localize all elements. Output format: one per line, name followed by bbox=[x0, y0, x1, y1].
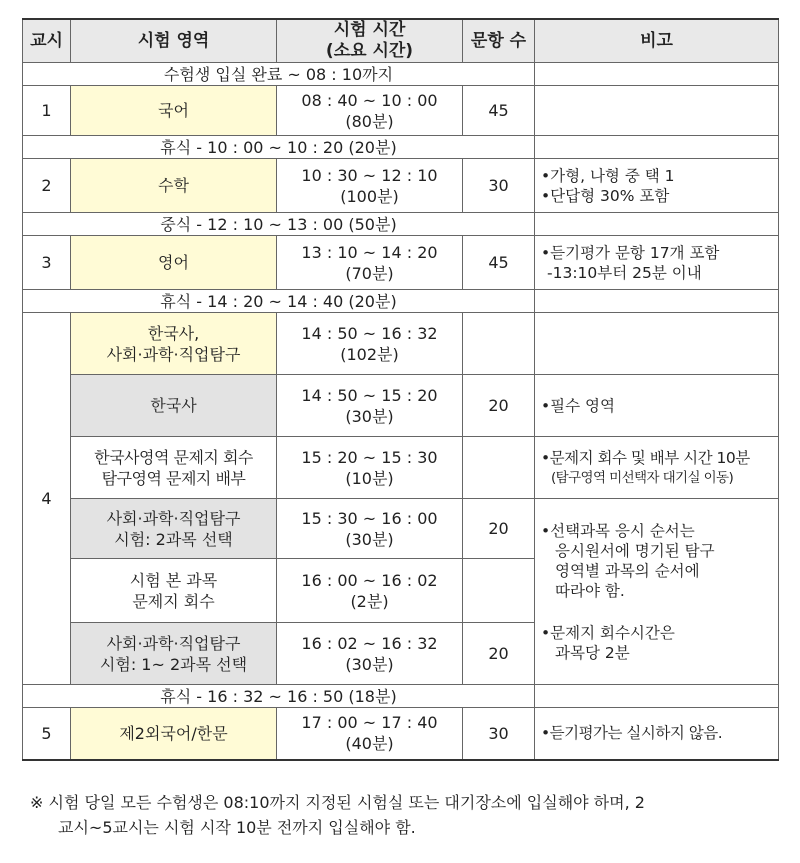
table-row-math bbox=[23, 159, 779, 213]
area-collect2-line2: 문제지 회수 bbox=[132, 591, 215, 611]
break-row-entry bbox=[23, 63, 779, 86]
area-collect2 bbox=[71, 559, 277, 623]
time-inquiry1-range: 15 : 30 ~ 16 : 00 bbox=[301, 508, 438, 528]
break-row-rest1 bbox=[23, 136, 779, 159]
note-english-line2: -13:10부터 25분 이내 bbox=[547, 263, 702, 282]
area-history: 한국사 bbox=[71, 375, 277, 437]
time-korean-range: 08 : 40 ~ 10 : 00 bbox=[301, 90, 438, 110]
count-korean: 45 bbox=[463, 86, 535, 136]
time-history bbox=[277, 375, 463, 437]
area-math: 수학 bbox=[71, 159, 277, 213]
note-inquiry-line2: 응시원서에 명기된 탐구 bbox=[555, 541, 715, 560]
note-english-line1: •듣기평가 문항 17개 포함 bbox=[541, 243, 720, 262]
break-rest2-blank bbox=[535, 290, 779, 313]
note-collect-line1: •문제지 회수 및 배부 시간 10분 bbox=[541, 448, 750, 467]
area-history-inquiry-line2: 사회·과학·직업탐구 bbox=[106, 344, 241, 364]
break-row-rest3 bbox=[23, 685, 779, 708]
break-rest3-blank bbox=[535, 685, 779, 708]
footnote-line2: 교시~5교시는 시험 시작 10분 전까지 입실해야 함. bbox=[58, 818, 416, 837]
time-history-inquiry-duration: (102분) bbox=[340, 344, 399, 364]
period-3: 3 bbox=[23, 236, 71, 290]
note-collect-line2: (탐구영역 미선택자 대기실 이동) bbox=[551, 469, 734, 486]
time-english-duration: (70분) bbox=[345, 263, 394, 283]
break-rest3: 휴식 - 16 : 32 ~ 16 : 50 (18분) bbox=[23, 685, 535, 708]
header-area: 시험 영역 bbox=[71, 19, 277, 63]
note-foreign: •듣기평가는 실시하지 않음. bbox=[535, 708, 779, 760]
count-inquiry2: 20 bbox=[463, 623, 535, 685]
area-collect-line1: 한국사영역 문제지 회수 bbox=[94, 447, 253, 467]
header-time-line1: 시험 시간 bbox=[333, 20, 406, 40]
time-inquiry2-duration: (30분) bbox=[345, 654, 394, 674]
area-collect2-line1: 시험 본 과목 bbox=[129, 570, 218, 590]
area-foreign: 제2외국어/한문 bbox=[71, 708, 277, 760]
note-inquiry-line4: 따라야 함. bbox=[555, 581, 625, 600]
count-foreign: 30 bbox=[463, 708, 535, 760]
footnote-line1: ※ 시험 당일 모든 수험생은 08:10까지 지정된 시험실 또는 대기장소에 입실해야 하며, 2 bbox=[30, 793, 645, 812]
note-inquiry-line1: •선택과목 응시 순서는 bbox=[541, 521, 695, 540]
note-inquiry-line6: 과목당 2분 bbox=[555, 643, 630, 662]
note-korean bbox=[535, 86, 779, 136]
time-inquiry1 bbox=[277, 499, 463, 559]
count-english: 45 bbox=[463, 236, 535, 290]
time-history-inquiry bbox=[277, 313, 463, 375]
area-inquiry1 bbox=[71, 499, 277, 559]
time-collect-duration: (10분) bbox=[345, 468, 394, 488]
note-inquiry-gap bbox=[541, 601, 774, 623]
note-math-line2: •단답형 30% 포함 bbox=[541, 186, 670, 205]
note-inquiry-line3: 영역별 과목의 순서에 bbox=[555, 561, 700, 580]
header-time-line2: (소요 시간) bbox=[325, 41, 414, 61]
break-rest1-blank bbox=[535, 136, 779, 159]
header-time bbox=[277, 19, 463, 63]
header-count: 문항 수 bbox=[463, 19, 535, 63]
time-foreign-duration: (40분) bbox=[345, 734, 394, 754]
time-inquiry2-range: 16 : 02 ~ 16 : 32 bbox=[301, 633, 438, 653]
break-lunch-blank bbox=[535, 213, 779, 236]
area-english: 영어 bbox=[71, 236, 277, 290]
area-inquiry2 bbox=[71, 623, 277, 685]
time-collect bbox=[277, 437, 463, 499]
time-collect2-range: 16 : 00 ~ 16 : 02 bbox=[301, 570, 438, 590]
break-row-rest2 bbox=[23, 290, 779, 313]
note-collect bbox=[535, 437, 779, 499]
period-1: 1 bbox=[23, 86, 71, 136]
time-math bbox=[277, 159, 463, 213]
note-math-line1: •가형, 나형 중 택 1 bbox=[541, 166, 675, 185]
break-rest2: 휴식 - 14 : 20 ~ 14 : 40 (20분) bbox=[23, 290, 535, 313]
note-history: •필수 영역 bbox=[535, 375, 779, 437]
area-inquiry1-line1: 사회·과학·직업탐구 bbox=[106, 508, 241, 528]
time-foreign-range: 17 : 00 ~ 17 : 40 bbox=[301, 713, 438, 733]
time-inquiry2 bbox=[277, 623, 463, 685]
area-inquiry2-line2: 시험: 1~ 2과목 선택 bbox=[99, 654, 248, 674]
footnote bbox=[30, 790, 780, 840]
note-inquiry bbox=[535, 499, 779, 685]
break-row-lunch bbox=[23, 213, 779, 236]
table-row-history-inquiry bbox=[23, 313, 779, 375]
table-header-row bbox=[23, 19, 779, 63]
area-collect bbox=[71, 437, 277, 499]
time-math-duration: (100분) bbox=[340, 186, 399, 206]
count-collect2 bbox=[463, 559, 535, 623]
period-2: 2 bbox=[23, 159, 71, 213]
table-row-history bbox=[23, 375, 779, 437]
area-korean: 국어 bbox=[71, 86, 277, 136]
table-row-inquiry1 bbox=[23, 499, 779, 559]
break-entry: 수험생 입실 완료 ~ 08 : 10까지 bbox=[23, 63, 535, 86]
exam-schedule-table bbox=[22, 18, 779, 761]
note-math bbox=[535, 159, 779, 213]
time-english bbox=[277, 236, 463, 290]
table-row-english bbox=[23, 236, 779, 290]
table-row-korean bbox=[23, 86, 779, 136]
count-inquiry1: 20 bbox=[463, 499, 535, 559]
table-row-collect bbox=[23, 437, 779, 499]
time-foreign bbox=[277, 708, 463, 760]
area-history-inquiry bbox=[71, 313, 277, 375]
count-history-inquiry bbox=[463, 313, 535, 375]
header-remarks: 비고 bbox=[535, 19, 779, 63]
area-inquiry1-line2: 시험: 2과목 선택 bbox=[114, 529, 233, 549]
note-history-inquiry bbox=[535, 313, 779, 375]
table-row-foreign bbox=[23, 708, 779, 760]
count-math: 30 bbox=[463, 159, 535, 213]
time-history-range: 14 : 50 ~ 15 : 20 bbox=[301, 385, 438, 405]
count-history: 20 bbox=[463, 375, 535, 437]
time-korean bbox=[277, 86, 463, 136]
count-collect bbox=[463, 437, 535, 499]
time-history-duration: (30분) bbox=[345, 406, 394, 426]
time-inquiry1-duration: (30분) bbox=[345, 529, 394, 549]
area-inquiry2-line1: 사회·과학·직업탐구 bbox=[106, 633, 241, 653]
note-english bbox=[535, 236, 779, 290]
time-collect2-duration: (2분) bbox=[350, 591, 389, 611]
period-4: 4 bbox=[23, 313, 71, 685]
time-collect-range: 15 : 20 ~ 15 : 30 bbox=[301, 447, 438, 467]
time-korean-duration: (80분) bbox=[345, 111, 394, 131]
note-inquiry-line5: •문제지 회수시간은 bbox=[541, 623, 675, 642]
header-period: 교시 bbox=[23, 19, 71, 63]
break-rest1: 휴식 - 10 : 00 ~ 10 : 20 (20분) bbox=[23, 136, 535, 159]
break-lunch: 중식 - 12 : 10 ~ 13 : 00 (50분) bbox=[23, 213, 535, 236]
time-collect2 bbox=[277, 559, 463, 623]
period-5: 5 bbox=[23, 708, 71, 760]
area-history-inquiry-line1: 한국사, bbox=[147, 323, 200, 343]
break-entry-blank bbox=[535, 63, 779, 86]
time-english-range: 13 : 10 ~ 14 : 20 bbox=[301, 242, 438, 262]
time-history-inquiry-range: 14 : 50 ~ 16 : 32 bbox=[301, 323, 438, 343]
area-collect-line2: 탐구영역 문제지 배부 bbox=[101, 468, 246, 488]
time-math-range: 10 : 30 ~ 12 : 10 bbox=[301, 165, 438, 185]
